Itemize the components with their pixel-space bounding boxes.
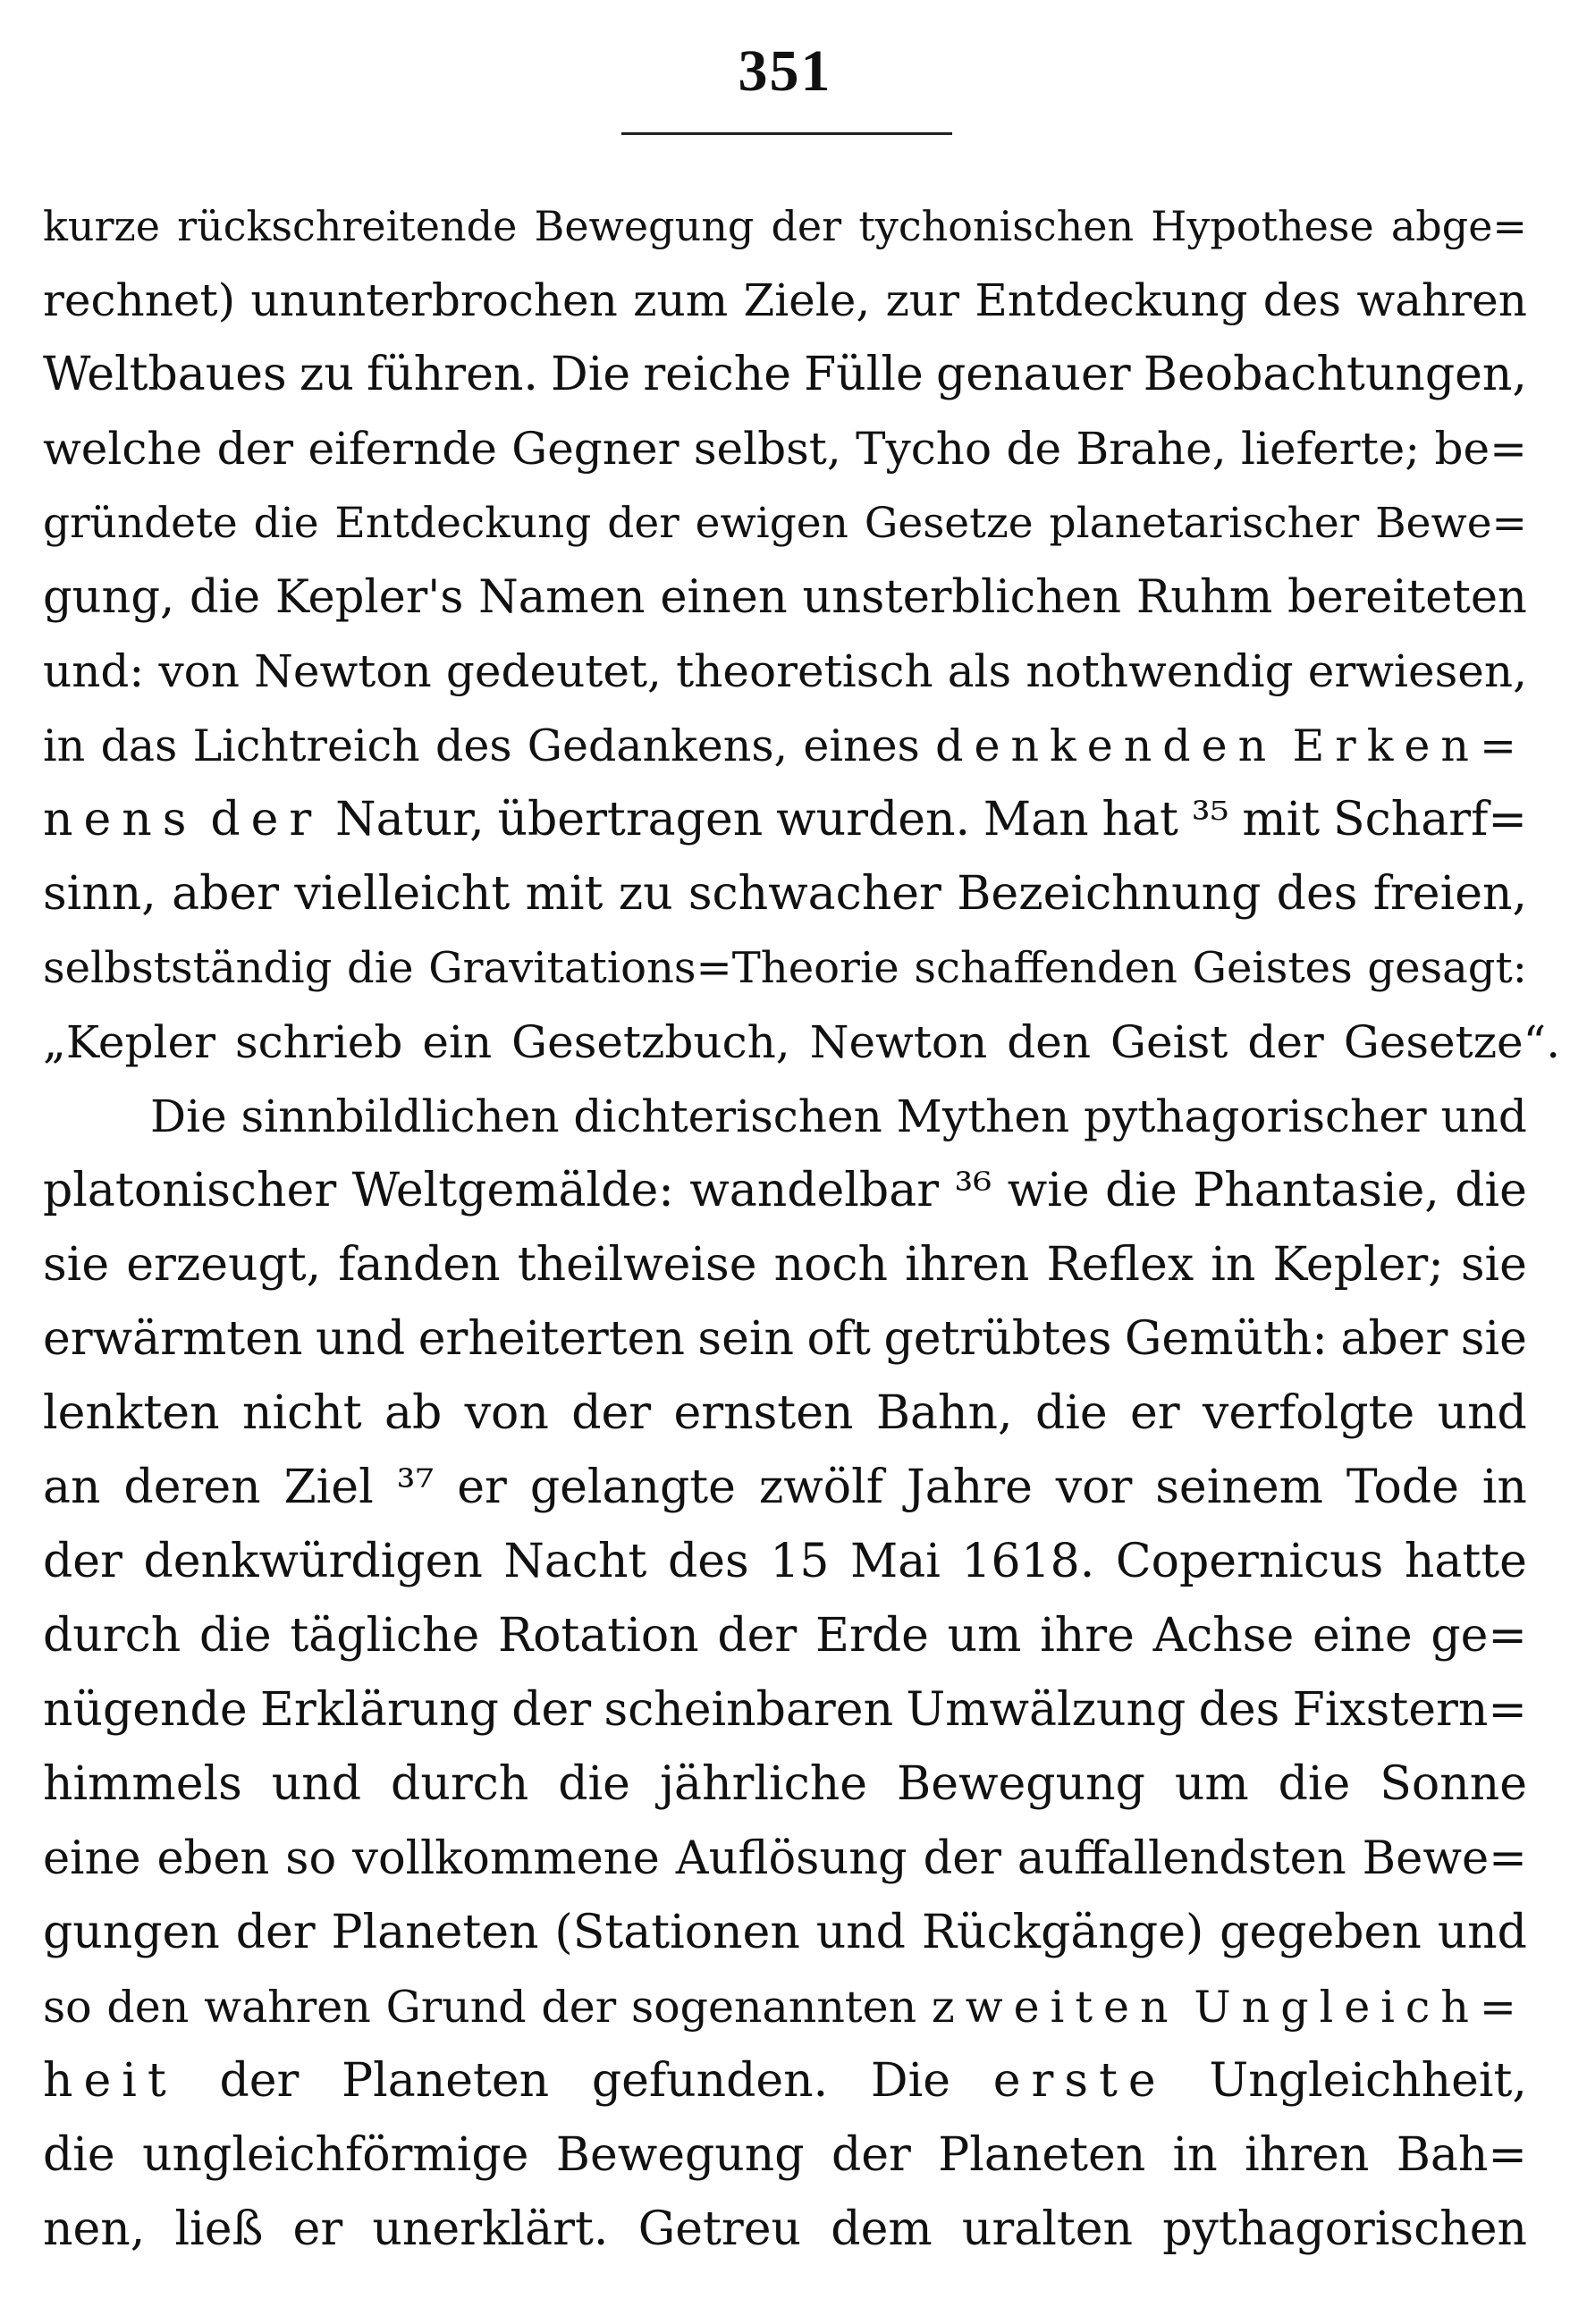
- word: Jahre: [906, 1461, 1033, 1514]
- text-line: [43, 2193, 1527, 2267]
- word: zwölf: [758, 1461, 883, 1514]
- word: erzeugt,: [126, 1238, 322, 1292]
- word: der: [235, 1906, 316, 1959]
- word: lenkten: [43, 1386, 220, 1440]
- word: und: [1437, 1906, 1527, 1959]
- word: nicht: [241, 1386, 362, 1440]
- word: in: [1211, 1238, 1256, 1292]
- word: Gegner: [511, 423, 679, 475]
- word: so: [43, 1982, 92, 2033]
- word: Bah=: [1396, 2128, 1527, 2182]
- word: und: [815, 1906, 906, 1959]
- word: Ruhm: [1135, 571, 1273, 624]
- word: unerklärt.: [372, 2202, 609, 2256]
- word: planetarischer: [1049, 499, 1360, 548]
- word: Tode: [1346, 1461, 1459, 1514]
- body-text: [43, 189, 1561, 2267]
- word: er: [457, 1461, 507, 1514]
- word: erheiterten: [418, 1312, 685, 1366]
- word: des: [667, 1535, 749, 1588]
- word: ³⁶: [954, 1164, 992, 1217]
- word: zweiten: [931, 1982, 1179, 2033]
- word: rückschreitende: [177, 202, 518, 250]
- word: und: [1437, 1386, 1527, 1440]
- word: Geistes: [1192, 943, 1353, 993]
- word: oft: [806, 1312, 871, 1366]
- word: hat: [1102, 793, 1178, 846]
- word: Fixstern=: [1292, 1683, 1527, 1737]
- word: die: [1034, 1386, 1108, 1440]
- word: Scharf=: [1333, 793, 1527, 846]
- word: erwärmten: [43, 1312, 303, 1366]
- paragraph-1: [43, 189, 1561, 1080]
- word: welche: [43, 423, 203, 475]
- word: schwacher: [688, 867, 941, 921]
- text-line: [43, 1377, 1527, 1451]
- word: reiche: [643, 348, 791, 401]
- word: himmels: [43, 1757, 242, 1811]
- word: ihren: [905, 1238, 1030, 1292]
- word: mit: [525, 867, 604, 921]
- word: Achse: [1152, 1609, 1295, 1663]
- word: Brahe,: [1076, 423, 1227, 475]
- word: Newton: [809, 1016, 988, 1068]
- word: gung,: [43, 571, 175, 624]
- text-line: [43, 189, 1527, 264]
- text-line: [43, 1970, 1527, 2044]
- word: schaffenden: [914, 943, 1178, 993]
- word: pythagorischer: [1083, 1090, 1427, 1142]
- word: Die: [870, 2054, 950, 2108]
- word: fanden: [338, 1238, 501, 1292]
- word: des: [1198, 1683, 1280, 1737]
- text-line: [43, 338, 1527, 412]
- word: Entdeckung: [975, 274, 1248, 326]
- word: wurden.: [776, 793, 971, 846]
- page-number-rule: [621, 132, 952, 135]
- word: der: [43, 1535, 122, 1588]
- word: gegeben: [1220, 1906, 1422, 1959]
- text-line: [43, 1599, 1527, 1673]
- word: ab: [384, 1386, 443, 1440]
- word: theilweise: [517, 1238, 757, 1292]
- word: Mai: [849, 1535, 941, 1588]
- text-line: [43, 1302, 1527, 1377]
- text-line: [43, 1747, 1527, 1822]
- word: ihren: [1245, 2128, 1370, 2182]
- word: der: [571, 1386, 652, 1440]
- word: eine: [43, 1832, 141, 1885]
- word: und: [1440, 1090, 1527, 1142]
- word: selbst,: [693, 423, 841, 475]
- word: um: [947, 1609, 1022, 1663]
- word: Bewegung: [897, 1757, 1145, 1811]
- word: Ziele,: [743, 274, 871, 326]
- paragraph-2: [43, 1080, 1527, 2267]
- word: sie: [43, 1238, 110, 1292]
- word: Getreu: [637, 2202, 802, 2256]
- word: lieferte;: [1241, 423, 1421, 475]
- text-line: [43, 1525, 1527, 1599]
- word: Hypothese: [1151, 202, 1374, 250]
- word: schrieb: [235, 1016, 403, 1068]
- word: die: [189, 571, 261, 624]
- word: der: [831, 2128, 911, 2182]
- word: ernsten: [673, 1386, 854, 1440]
- word: zur: [885, 274, 960, 326]
- word: noch: [773, 1238, 888, 1292]
- word: auffallendsten: [1017, 1832, 1346, 1885]
- word: getrübtes: [883, 1312, 1112, 1366]
- word: Auflösung: [675, 1832, 907, 1885]
- word: die: [198, 1609, 272, 1663]
- word: den: [1007, 1016, 1092, 1068]
- word: einen: [660, 571, 788, 624]
- word: den: [106, 1982, 190, 2033]
- word: ununterbrochen: [250, 274, 618, 326]
- word: und: [271, 1757, 362, 1811]
- word: Kepler;: [1272, 1238, 1444, 1292]
- word: gedeutet,: [445, 645, 662, 697]
- word: Entdeckung: [334, 499, 592, 548]
- word: Planeten: [331, 1906, 539, 1959]
- word: Bezeichnung: [957, 867, 1262, 921]
- word: Man: [983, 793, 1089, 846]
- word: der: [1247, 1016, 1324, 1068]
- word: genauer: [935, 348, 1131, 401]
- word: Bahn,: [875, 1386, 1013, 1440]
- word: verfolgte: [1203, 1386, 1415, 1440]
- word: Rückgänge): [921, 1906, 1204, 1959]
- word: (Stationen: [554, 1906, 800, 1959]
- word: und: [315, 1312, 406, 1366]
- word: Beobachtungen,: [1143, 348, 1527, 401]
- word: sie: [1460, 1312, 1527, 1366]
- word: das: [100, 720, 178, 771]
- word: sinnbildlichen: [241, 1090, 560, 1142]
- word: abge=: [1390, 202, 1527, 250]
- word: sogenannten: [630, 1982, 917, 2033]
- word: Gedankens,: [527, 720, 789, 771]
- word: Newton: [254, 645, 432, 697]
- word: der: [923, 1832, 1001, 1885]
- word: uralten: [961, 2202, 1134, 2256]
- word: gelangte: [529, 1461, 736, 1514]
- word: aber: [1340, 1312, 1448, 1366]
- word: die: [1105, 1164, 1178, 1217]
- word: Copernicus: [1115, 1535, 1384, 1588]
- word: Ungleichheit,: [1209, 2054, 1527, 2108]
- word: theoretisch: [676, 645, 933, 697]
- word: Gravitations=Theorie: [428, 943, 899, 993]
- word: kurze: [43, 202, 160, 250]
- word: als: [947, 645, 1012, 697]
- word: Nacht: [503, 1535, 647, 1588]
- word: vor: [1055, 1461, 1133, 1514]
- word: so: [285, 1832, 337, 1885]
- word: nothwendig: [1026, 645, 1294, 697]
- word: wie: [1007, 1164, 1090, 1217]
- text-line: [43, 635, 1527, 709]
- word: jährliche: [659, 1757, 868, 1811]
- word: freien,: [1372, 867, 1527, 921]
- word: selbstständig: [43, 943, 333, 993]
- text-line: [43, 1006, 1561, 1080]
- word: übertragen: [497, 793, 764, 846]
- word: der: [216, 423, 294, 475]
- word: ungleichförmige: [142, 2128, 529, 2182]
- word: Umwälzung: [906, 1683, 1186, 1737]
- word: Die: [551, 348, 631, 401]
- text-line: [43, 412, 1527, 486]
- word: hatte: [1404, 1535, 1527, 1588]
- word: in: [43, 720, 86, 771]
- word: von: [464, 1386, 549, 1440]
- word: rechnet): [43, 274, 236, 326]
- word: ein: [422, 1016, 493, 1068]
- word: Lichtreich: [192, 720, 420, 771]
- word: Gesetzbuch,: [511, 1016, 790, 1068]
- word: ewigen: [695, 499, 848, 548]
- word: denkenden: [935, 720, 1278, 771]
- word: in: [1172, 2128, 1218, 2182]
- word: von: [158, 645, 240, 697]
- word: Bewegung: [534, 202, 755, 250]
- word: denkwürdigen: [143, 1535, 483, 1588]
- word: Erklärung: [259, 1683, 499, 1737]
- text-line: [43, 2044, 1527, 2118]
- word: Erde: [815, 1609, 929, 1663]
- word: die: [347, 943, 414, 993]
- word: in: [1481, 1461, 1527, 1514]
- word: 1618.: [961, 1535, 1095, 1588]
- word: dem: [831, 2202, 933, 2256]
- word: zu: [299, 348, 354, 401]
- word: um: [1174, 1757, 1249, 1811]
- text-line: [43, 1673, 1527, 1747]
- word: an: [43, 1461, 101, 1514]
- word: ließ: [174, 2202, 264, 2256]
- word: der: [541, 1982, 617, 2033]
- word: Namen: [478, 571, 646, 624]
- word: die: [253, 499, 319, 548]
- word: des: [1276, 867, 1358, 921]
- word: wandelbar: [689, 1164, 940, 1217]
- word: Fülle: [804, 348, 924, 401]
- word: gesagt:: [1367, 943, 1527, 993]
- word: Bewe=: [1375, 499, 1527, 548]
- text-line: [43, 1896, 1527, 1970]
- word: des: [435, 720, 512, 771]
- word: Phantasie,: [1193, 1164, 1439, 1217]
- text-line: [43, 931, 1527, 1006]
- word: Reflex: [1046, 1238, 1194, 1292]
- word: nügende: [43, 1683, 248, 1737]
- word: Ziel: [283, 1461, 374, 1514]
- word: 15: [770, 1535, 830, 1588]
- text-line: [43, 1080, 1527, 1154]
- word: Weltgemälde:: [351, 1164, 674, 1217]
- page-number: 351: [738, 38, 832, 104]
- text-line: [43, 1451, 1527, 1525]
- word: zum: [633, 274, 729, 326]
- word: gungen: [43, 1906, 220, 1959]
- word: er: [292, 2202, 343, 2256]
- word: durch: [43, 1609, 181, 1663]
- word: erwiesen,: [1307, 645, 1527, 697]
- word: der: [219, 2054, 300, 2108]
- word: eifernde: [308, 423, 497, 475]
- word: die: [558, 1757, 630, 1811]
- word: scheinbaren: [604, 1683, 894, 1737]
- word: vielleicht: [294, 867, 511, 921]
- word: bereiteten: [1287, 571, 1527, 624]
- word: gefunden.: [591, 2054, 829, 2108]
- word: Geist: [1110, 1016, 1228, 1068]
- word: Gesetze“.: [1343, 1016, 1561, 1068]
- word: deren: [123, 1461, 261, 1514]
- word: sein: [697, 1312, 795, 1366]
- word: Die: [150, 1090, 227, 1142]
- word: sinn,: [43, 867, 156, 921]
- word: ³⁵: [1191, 793, 1229, 846]
- word: wahren: [204, 1982, 371, 2033]
- word: Ungleich=: [1194, 1982, 1527, 2033]
- text-line: [43, 486, 1527, 560]
- word: seinem: [1155, 1461, 1323, 1514]
- word: Bewegung: [555, 2128, 805, 2182]
- word: er: [1130, 1386, 1180, 1440]
- word: durch: [391, 1757, 529, 1811]
- word: führen.: [366, 348, 538, 401]
- text-line: [43, 264, 1527, 338]
- word: ³⁷: [396, 1461, 435, 1514]
- word: der: [511, 1683, 592, 1737]
- word: vollkommene: [352, 1832, 660, 1885]
- word: Gesetze: [864, 499, 1034, 548]
- word: Kepler's: [274, 571, 464, 624]
- word: platonischer: [43, 1164, 337, 1217]
- word: Planeten: [342, 2054, 550, 2108]
- word: des: [1262, 274, 1342, 326]
- word: ihre: [1040, 1609, 1135, 1663]
- word: „Kepler: [43, 1016, 215, 1068]
- word: aber: [172, 867, 280, 921]
- word: Planeten: [938, 2128, 1146, 2182]
- word: be=: [1434, 423, 1527, 475]
- word: wahren: [1356, 274, 1527, 326]
- word: Natur,: [335, 793, 485, 846]
- word: die: [43, 2128, 115, 2182]
- word: pythagorischen: [1162, 2202, 1527, 2256]
- word: eine: [1312, 1609, 1413, 1663]
- word: die: [1455, 1164, 1527, 1217]
- word: zu: [618, 867, 673, 921]
- word: Gemüth:: [1124, 1312, 1328, 1366]
- word: erste: [992, 2054, 1167, 2108]
- text-line: [43, 2118, 1527, 2193]
- text-line: [43, 709, 1527, 783]
- text-line: [43, 1154, 1527, 1228]
- word: de: [1006, 423, 1062, 475]
- word: sie: [1460, 1238, 1527, 1292]
- word: mit: [1242, 793, 1321, 846]
- word: nens: [43, 793, 198, 846]
- word: die: [1278, 1757, 1351, 1811]
- word: Erken=: [1292, 720, 1527, 771]
- word: Tycho: [856, 423, 992, 475]
- text-line: [43, 560, 1527, 635]
- word: Mythen: [896, 1090, 1070, 1142]
- text-line: [43, 783, 1527, 857]
- word: heit: [43, 2054, 177, 2108]
- word: unsterblichen: [802, 571, 1122, 624]
- word: gründete: [43, 499, 238, 548]
- text-line: [43, 1228, 1527, 1302]
- word: der: [771, 202, 842, 250]
- text-line: [43, 857, 1527, 931]
- word: ge=: [1431, 1609, 1527, 1663]
- word: der: [717, 1609, 798, 1663]
- word: Rotation: [497, 1609, 699, 1663]
- word: dichterischen: [573, 1090, 882, 1142]
- text-line: [43, 1822, 1527, 1896]
- word: Bewe=: [1362, 1832, 1527, 1885]
- word: der: [607, 499, 679, 548]
- word: eines: [803, 720, 920, 771]
- word: tychonischen: [858, 202, 1135, 250]
- word: eben: [156, 1832, 270, 1885]
- word: und:: [43, 645, 145, 697]
- word: Sonne: [1380, 1757, 1527, 1811]
- word: nen,: [43, 2202, 146, 2256]
- word: tägliche: [290, 1609, 480, 1663]
- word: Weltbaues: [43, 348, 287, 401]
- word: der: [210, 793, 323, 846]
- word: Grund: [385, 1982, 527, 2033]
